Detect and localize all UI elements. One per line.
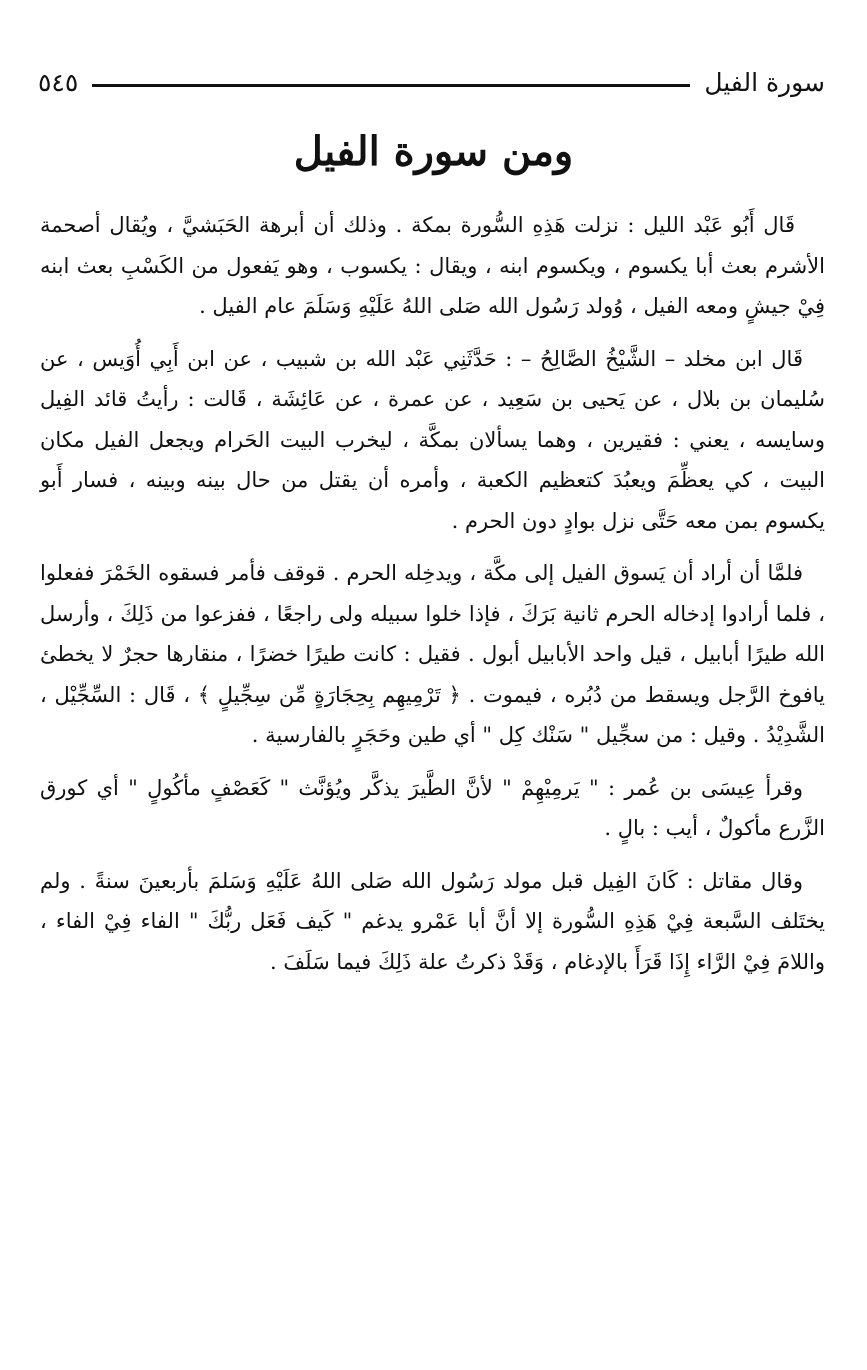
paragraph-3: فلمَّا أن أراد أن يَسوق الفيل إلى مكَّة ، ويدخِله الحرم . قوقف فأمر فسقوه الخَمْرَ ففعلوا ، فلما أرادوا إدخاله الحرم ثانية بَرَكَ ، فإذا خلوا سبيله ولى راجعًا ، ففزعوا من ذَلِكَ ، وأرسل الله طيرًا أبابيل ، قيل واحد الأبابيل أبول . فقيل : كانت طيرًا خضرًا ، منقارها حجرٌ لا يخطئ يافوخ الرَّجل ويسقط من دُبُره ، فيموت . ﴿ تَرْمِيهِم بِحِجَارَةٍ مِّن سِجِّيلٍ ﴾ ، قَال : السِّجِّيْل ، الشَّدِيْدُ . وقيل : من سجِّيل " سَنْك كِل " أي طين وحَجَرٍ بالفارسية . <box>40 561 825 747</box>
chapter-title: ومن سورة الفيل <box>293 128 574 175</box>
body-text <box>40 205 825 994</box>
paragraph-1: قَال أَبُو عَبْد الليل : نزلت هَذِهِ السُّورة بمكة . وذلك أن أبرهة الحَبَشيَّ ، ويُقال أصحمة الأشرم بعث أبا يكسوم ، ويكسوم ابنه ، ويقال : يكسوب ، وهو يَفعول من الكَسْبِ بعث ابنه فِيْ جيشٍ ومعه الفيل ، وُولد رَسُول الله صَلى اللهُ عَلَيْهِ وَسَلَمَ عام الفيل . <box>40 213 825 318</box>
paragraph-2: قَال ابن مخلد – الشَّيْخُ الصَّالِحُ – : حَدَّثَنِي عَبْد الله بن شبيب ، عن ابن أَبِي أُوَيس ، عن سُليمان بن بلال ، عن يَحيى بن سَعِيد ، عن عمرة ، عن عَائِشَة ، قَالت : رأيتُ قائد الفِيل وسايسه ، يعني : فقيرين ، وهما يسألان بمكَّة ، ليخرب البيت الحَرام ويجعل الفيل مكان البيت ، كي يعظِّمَ ويعبُدَ كتعظيم الكعبة ، وأمره أن يقتل من حال بينه وبينه ، فسار أَبو يكسوم بمن معه حَتَّى نزل بوادٍ دون الحرم . <box>40 346 825 533</box>
page-number: ٥٤٥ <box>38 67 79 97</box>
paragraph-5: وقال مقاتل : كَانَ الفِيل قبل مولد رَسُول الله صَلى اللهُ عَلَيْهِ وَسَلمَ بأربعينَ سنةً . ولم يختَلف السَّبعة فِيْ هَذِهِ السُّورة إلا أنَّ أبا عَمْرو يدغم " كَيف فَعَل ربُّكَ " الفاء فِيْ الفاء ، واللامَ فِيْ الرَّاء إِذَا قَرَأَ بالإدغام ، وَقَدْ ذكرتُ علة ذَلِكَ فيما سَلَفَ . <box>40 868 825 974</box>
running-header <box>38 62 825 102</box>
paragraph-4: وقرأ عِيسَى بن عُمر : " يَرمِيْهِمْ " لأنَّ الطَّيرَ يذكَّر ويُؤنَّث " كَعَصْفٍ مأكُولٍ " أي كورق الزَّرع مأكولٌ ، أيب : بالٍ . <box>40 775 825 840</box>
surah-name-header: سورة الفيل <box>704 67 825 97</box>
header-rule <box>92 84 690 87</box>
